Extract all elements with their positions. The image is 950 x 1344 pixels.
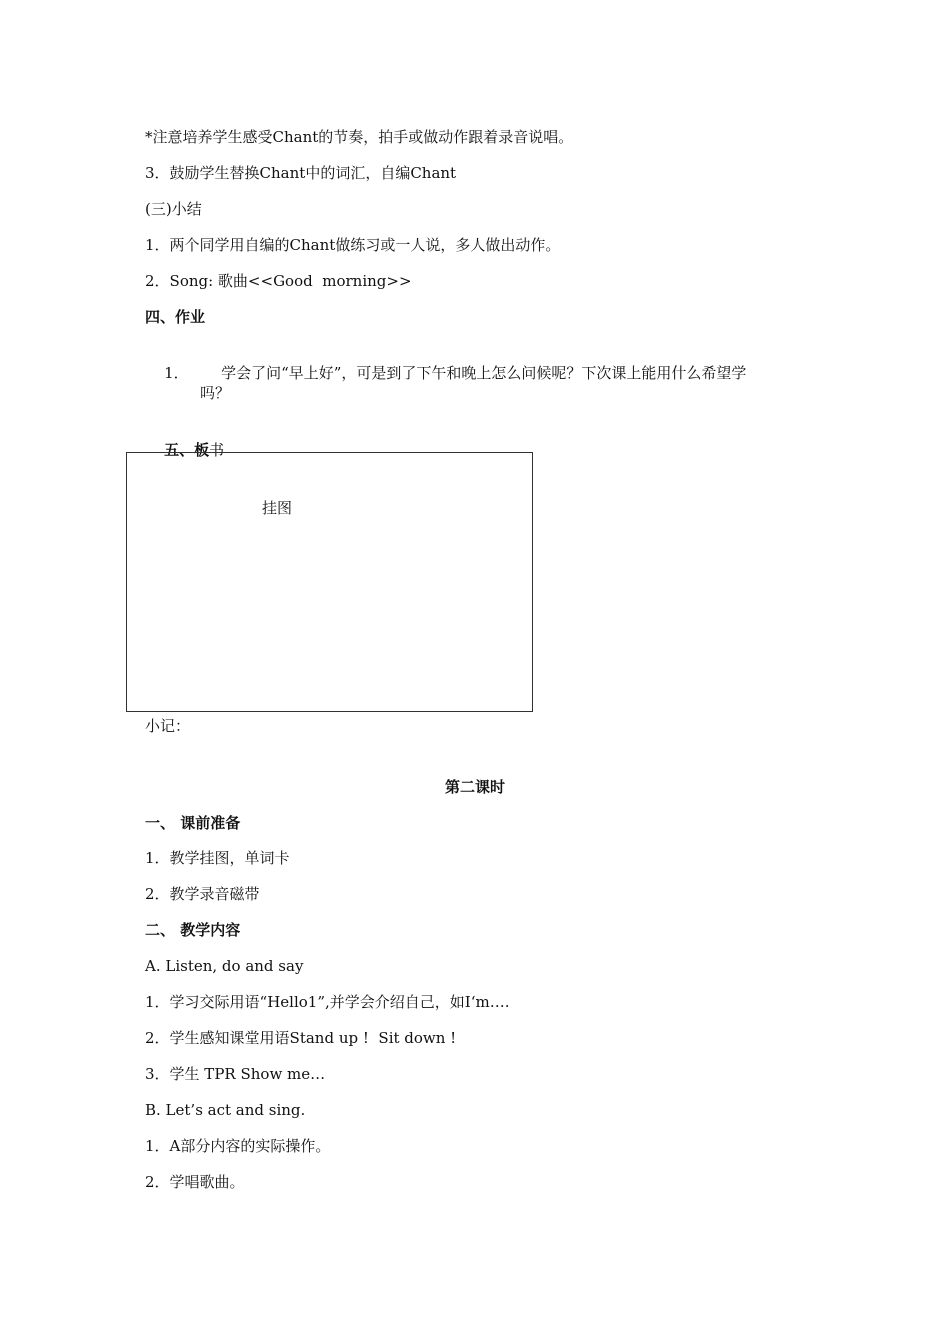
blackboard-heading-bold: 五、板 [164,441,210,459]
section-b-item-1: 1．A部分内容的实际操作。 [145,1137,331,1155]
preparation-item-2: 2．教学录音磁带 [145,885,260,903]
homework-item-continuation: 吗？ [200,384,231,402]
homework-item-text: 学会了问“早上好”，可是到了下午和晚上怎么问候呢？下次课上能用什么希望学 [221,364,747,382]
summary-item-2: 2．Song: 歌曲<<Good morning>> [145,272,412,290]
blackboard-heading-tail: 书 [209,441,225,459]
section-b-item-2: 2．学唱歌曲。 [145,1173,245,1191]
homework-item-1 [145,343,746,403]
chant-rhythm-note: *注意培养学生感受Chant的节奏，拍手或做动作跟着录音说唱。 [145,128,574,146]
homework-item-number: 1． [164,364,189,382]
section-a-item-2: 2．学生感知课堂用语Stand up ! Sit down ! [145,1029,457,1047]
preparation-heading: 一、 课前准备 [145,814,241,832]
section-a-item-1: 1．学习交际用语“Hello1”,并学会介绍自己，如I‘m…. [145,993,510,1011]
section-a-item-3: 3．学生 TPR Show me… [145,1065,326,1083]
section-a-heading: A. Listen, do and say [145,957,304,975]
homework-heading: 四、作业 [145,308,206,326]
summary-item-1: 1．两个同学用自编的Chant做练习或一人说，多人做出动作。 [145,236,561,254]
blackboard-box [126,452,533,712]
notes-label: 小记： [145,717,191,735]
section-b-heading: B. Let’s act and sing. [145,1101,306,1119]
summary-heading: (三)小结 [145,200,202,218]
content-heading: 二、 教学内容 [145,921,241,939]
step-3-replace-words: 3．鼓励学生替换Chant中的词汇，自编Chant [145,164,457,182]
preparation-item-1: 1．教学挂图，单词卡 [145,849,290,867]
wall-chart-label: 挂图 [262,499,293,517]
lesson-2-title: 第二课时 [444,778,505,796]
